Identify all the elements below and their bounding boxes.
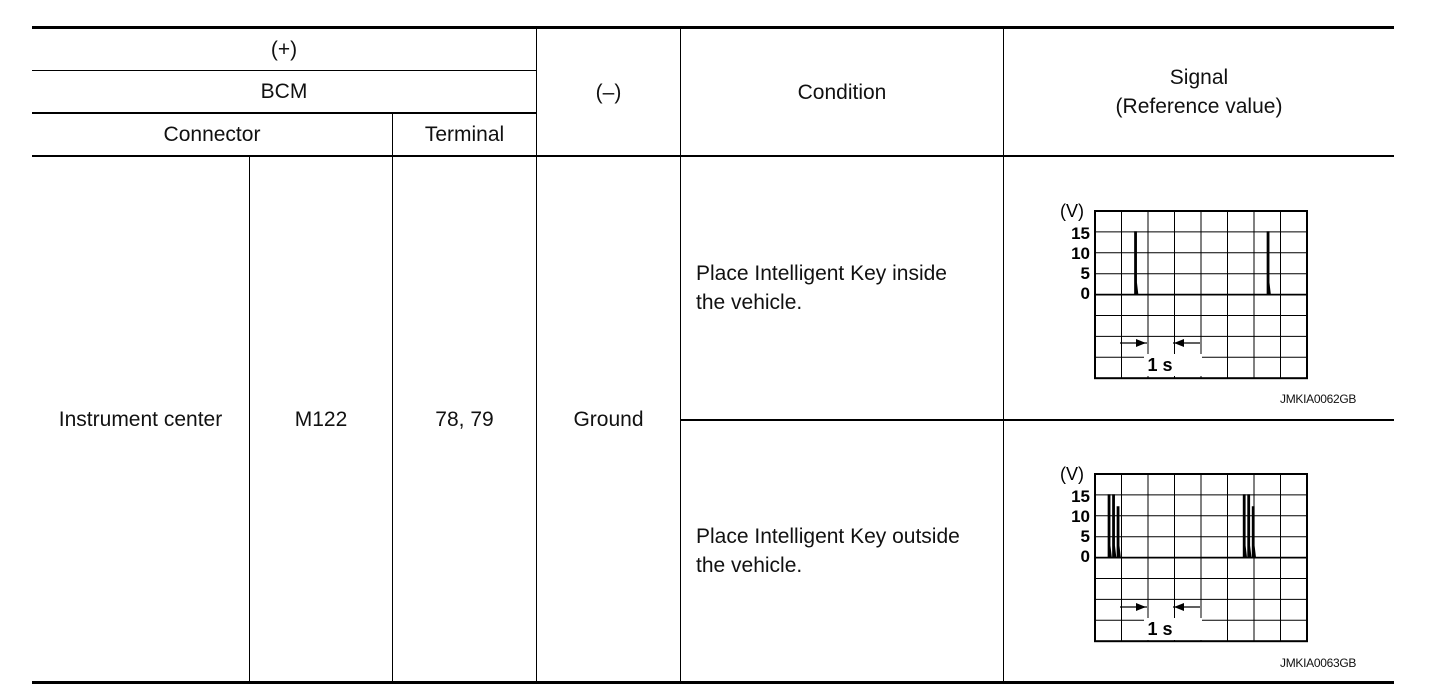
condition-outside-line2: the vehicle. — [696, 554, 803, 577]
waveform-outside-tick-15: 15 — [1071, 487, 1090, 506]
header-terminal — [393, 114, 536, 155]
waveform-outside-tick-5: 5 — [1080, 527, 1090, 546]
waveform-inside-tick-0: 0 — [1080, 284, 1090, 303]
waveform-inside-signal — [1135, 232, 1271, 295]
waveform-inside-tick-5: 5 — [1080, 264, 1090, 283]
header-connector — [32, 114, 392, 155]
header-terminal-label: Terminal — [424, 123, 505, 146]
signal-pulse — [1243, 495, 1246, 558]
header-signal-label-line2: (Reference value) — [1115, 95, 1283, 118]
waveform-inside-tick-15: 15 — [1071, 224, 1090, 243]
connector-name-cell — [32, 157, 249, 681]
header-plus — [32, 29, 536, 70]
connector-name: Instrument center — [58, 407, 223, 431]
header-signal — [1004, 29, 1394, 155]
minus-value: Ground — [573, 407, 644, 431]
condition-inside-line2: the vehicle. — [696, 291, 803, 314]
condition-cell-outside — [696, 421, 996, 681]
waveform-inside — [1060, 198, 1310, 380]
connector-no: M122 — [294, 407, 348, 431]
signal-pulse — [1252, 507, 1255, 558]
header-plus-label: (+) — [270, 38, 298, 61]
header-minus-label: (–) — [595, 80, 622, 104]
waveform-outside — [1060, 461, 1310, 643]
condition-cell-inside — [696, 157, 996, 419]
condition-outside-line1: Place Intelligent Key outside — [696, 525, 960, 548]
waveform-outside-time-marker — [1120, 603, 1202, 640]
waveform-outside-tick-10: 10 — [1071, 507, 1090, 526]
waveform-outside-time-label: 1 s — [1147, 619, 1173, 639]
header-minus — [537, 29, 680, 155]
table-bottom-border — [32, 681, 1394, 684]
waveform-outside-unit: (V) — [1060, 464, 1084, 484]
header-unit — [32, 71, 536, 112]
minus-cell — [537, 157, 680, 681]
signal-pulse — [1117, 507, 1120, 558]
condition-inside-line1: Place Intelligent Key inside — [696, 262, 947, 285]
connector-no-cell — [250, 157, 392, 681]
signal-pulse — [1135, 232, 1138, 295]
header-unit-label: BCM — [260, 80, 308, 103]
header-condition — [681, 29, 1003, 155]
signal-pulse — [1113, 495, 1116, 558]
signal-pulse — [1267, 232, 1270, 295]
waveform-inside-time-label: 1 s — [1147, 355, 1173, 375]
waveform-inside-code: JMKIA0062GB — [1280, 392, 1357, 406]
waveform-inside-grid — [1095, 211, 1307, 378]
header-connector-label: Connector — [163, 123, 261, 146]
waveform-outside-signal — [1108, 495, 1255, 558]
waveform-inside-tick-10: 10 — [1071, 244, 1090, 263]
waveform-outside-grid — [1095, 474, 1307, 641]
signal-pulse — [1108, 495, 1111, 558]
header-signal-label-line1: Signal — [1169, 66, 1229, 89]
waveform-inside-unit: (V) — [1060, 201, 1084, 221]
signal-pulse — [1248, 495, 1251, 558]
terminal-cell — [393, 157, 536, 681]
waveform-outside-code: JMKIA0063GB — [1280, 656, 1357, 670]
terminal-value: 78, 79 — [435, 407, 494, 431]
waveform-outside-tick-0: 0 — [1080, 547, 1090, 566]
header-condition-label: Condition — [797, 80, 887, 104]
